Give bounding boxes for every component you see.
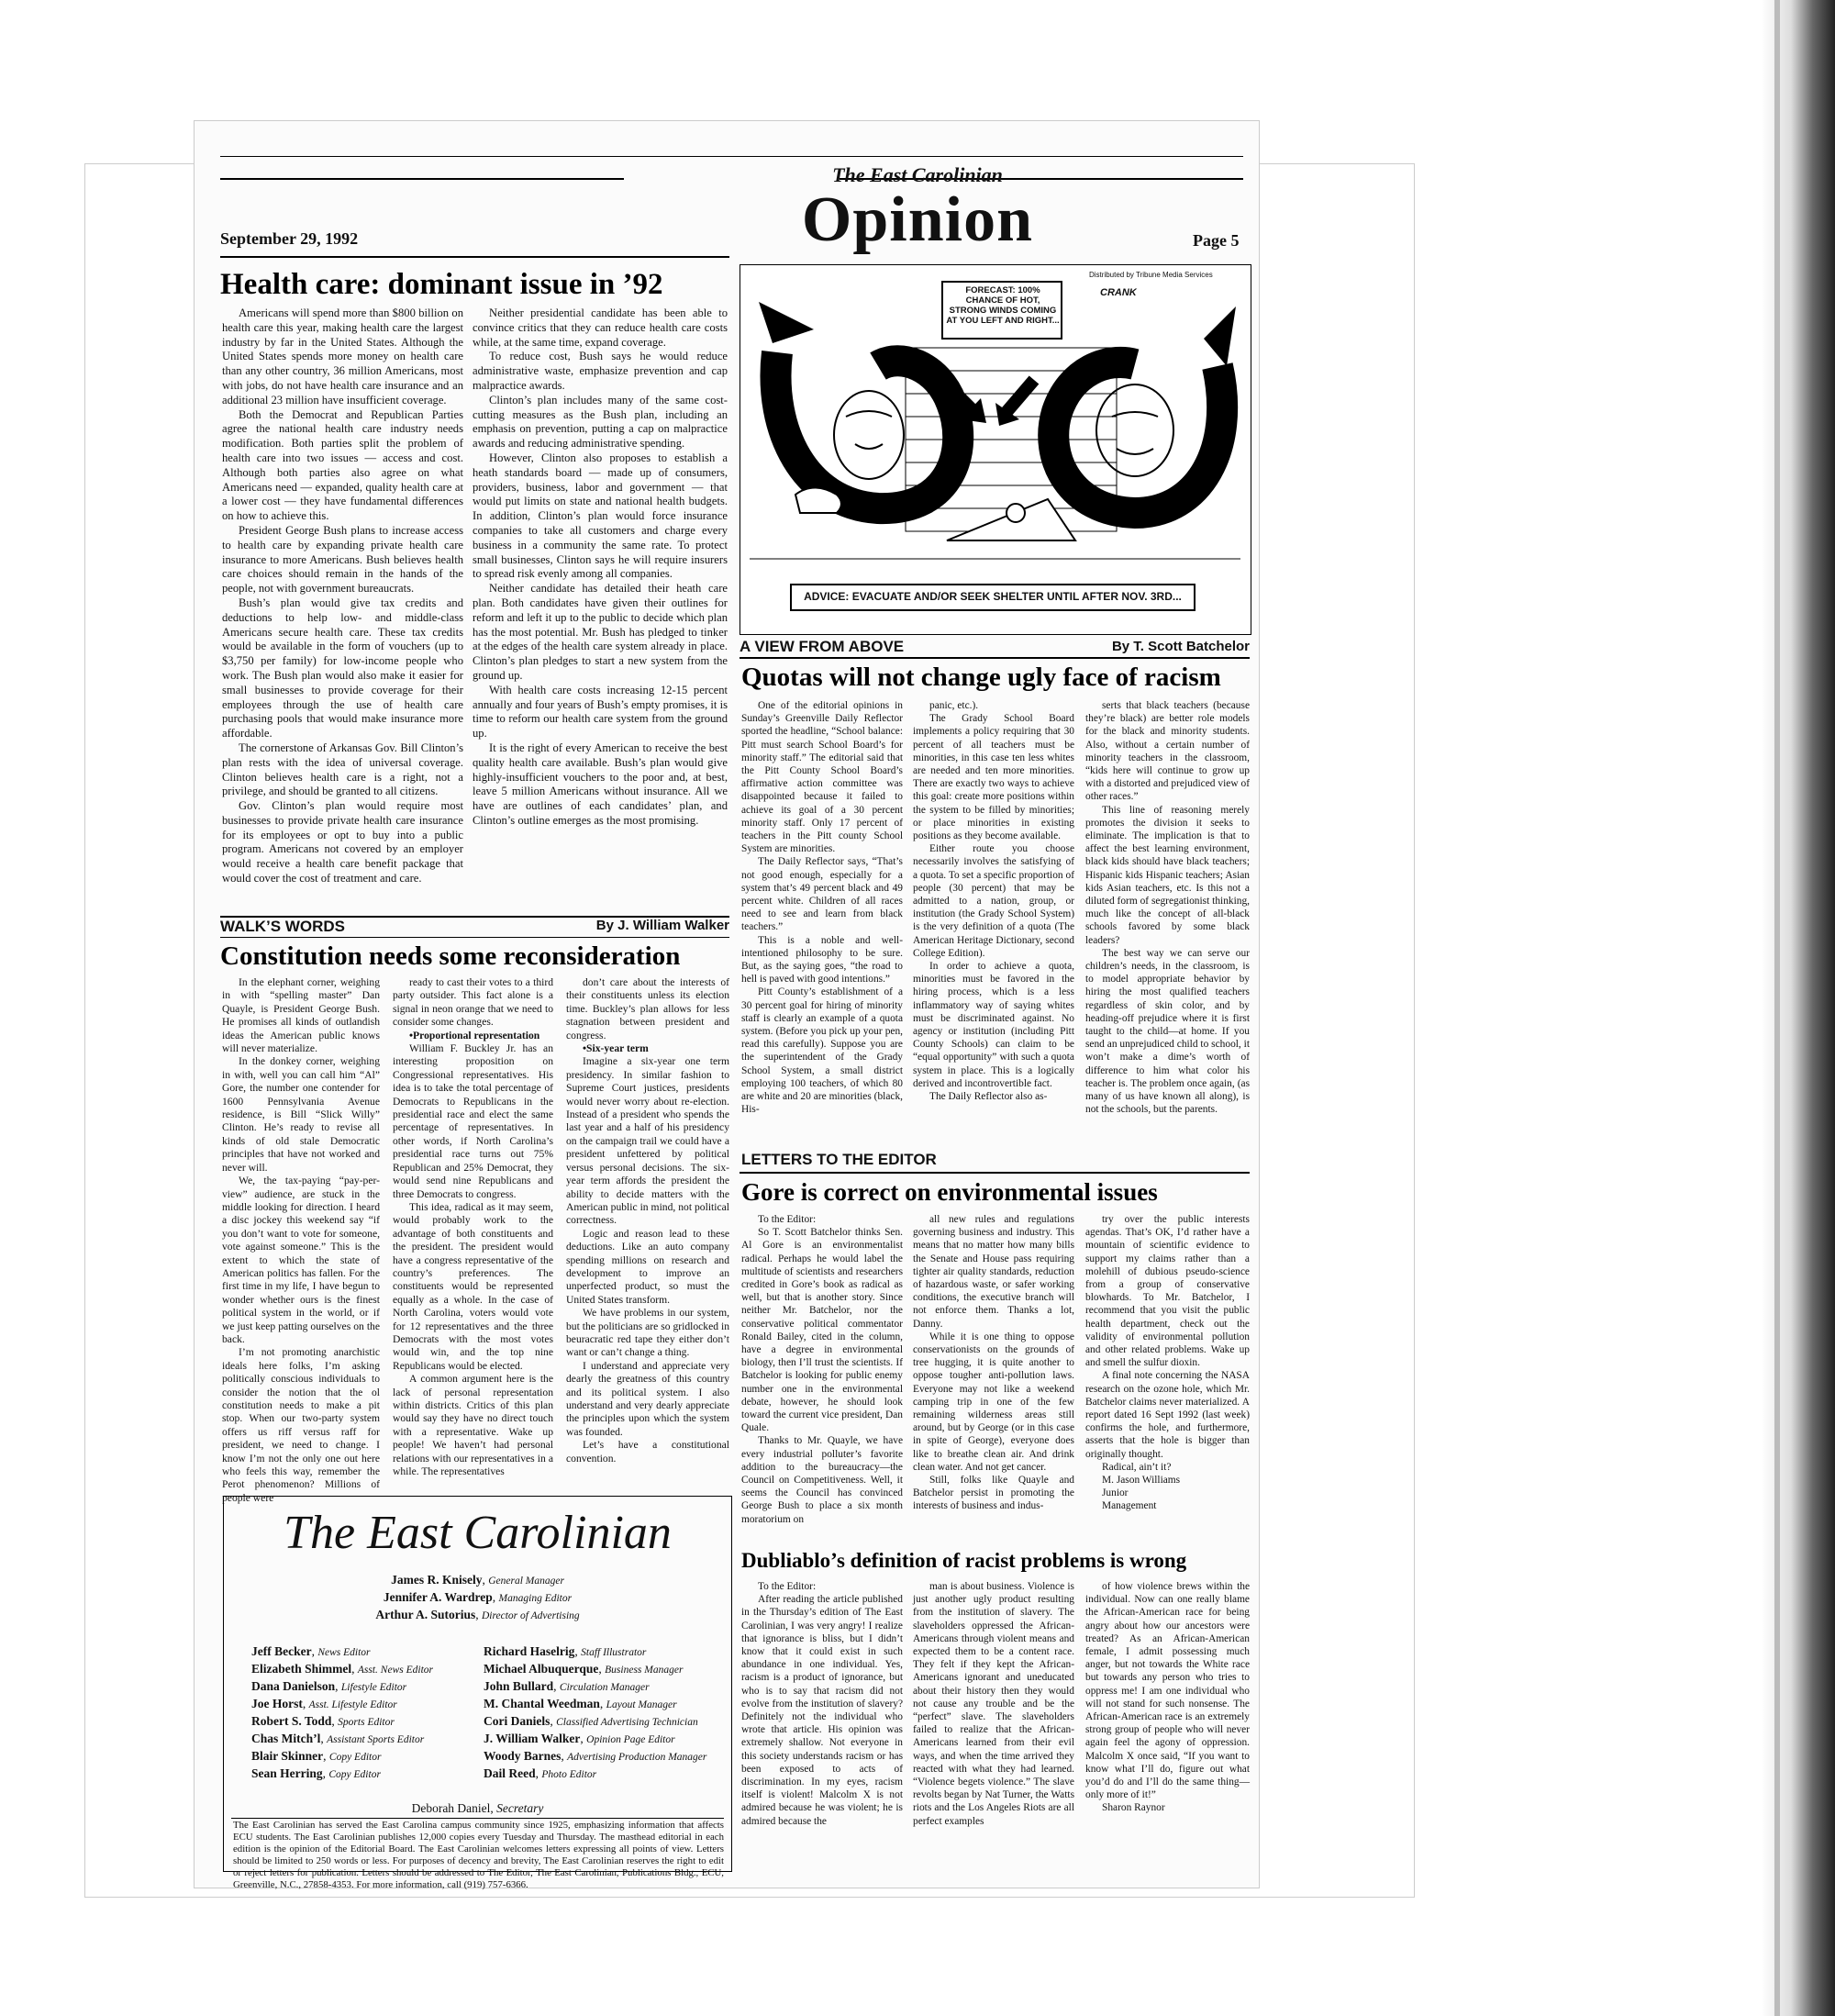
paragraph: Either route you choose necessarily involves the satisfying of a quota. To set a specific proportion of people (30 percent) that may be admitted to a nation, group, or institution (the Grady School System) is the very definition of a quota (The American Heritage Dictionary, second College Edition). [913, 843, 1074, 959]
gore-headline: Gore is correct on environmental issues [741, 1178, 1158, 1206]
advice-text: ADVICE: EVACUATE AND/OR SEEK SHELTER UNTIL AFTER NOV. 3RD... [804, 590, 1182, 603]
paragraph: President George Bush plans to increase access to health care by expanding private health care insurance to more Americans. Bush believes health care choices should remain in the hands of the people, not with government bureaucrats. [222, 523, 463, 596]
gore-col-3 [1085, 1213, 1250, 1542]
gore-col-2 [913, 1213, 1074, 1542]
paragraph: Neither presidential candidate has been able to convince critics that they can reduce health care costs while, at the same time, expand coverage. [473, 306, 728, 349]
paragraph: While it is one thing to oppose conservationists on the grounds of tree hugging, it is quite another to oppose tougher anti-pollution laws. Everyone may not like a weekend camping trip in one of the few remaining wilderness areas still around, but by George (or in this case in spite of George), everyone does like to breathe clean air. And drink clean water. And not get cancer. [913, 1331, 1074, 1473]
racism-col-3 [1085, 1580, 1250, 1855]
paragraph: So T. Scott Batchelor thinks Sen. Al Gore is an environmentalist radical. Perhaps he would label the multitude of scientists and researchers credited in Gore’s book as radical as well, but that is another story. Since neither Mr. Batchelor, nor the conservative political commentator Ronald Bailey, cited in the column, have a degree in environmental biology, then I’ll trust the scientists. If Batchelor is looking for public enemy number one in the environmental debate, however, he should look toward the current vice president, Dan Quale. [741, 1227, 903, 1434]
staff-entry: Dail Reed, Photo Editor [484, 1766, 597, 1780]
paragraph: of how violence brews within the individual. Now can one really blame the African-American race for being angry about how our ancestors were treated? As an African-American female, I admit possessing much anger, but not towards the White race but towards any person who tries to oppress me! I am one individual who will not stand for such nonsense. The African-American race is an extremely strong group of people who will never again feel the agony of oppression. Malcolm X once said, “If you want to know what I’ll do, figure out what you’d do and I’ll do the same thing—only more of it!” [1085, 1581, 1250, 1801]
paragraph: Gov. Clinton’s plan would require most businesses to provide private health care insurance for its employees or opt to buy into a public program. Americans not covered by an employer would receive a health care benefit package that would cover the cost of treatment and care. [222, 799, 463, 885]
staff-entry: Chas Mitch’l, Assistant Sports Editor [251, 1732, 425, 1745]
staff-entry: Michael Albuquerque, Business Manager [484, 1662, 684, 1676]
staff-entry: Blair Skinner, Copy Editor [251, 1749, 382, 1763]
section-title: Opinion [801, 184, 1034, 255]
staff-entry: Richard Haselrig, Staff Illustrator [484, 1644, 647, 1658]
issue-date: September 29, 1992 [220, 229, 359, 248]
paragraph: try over the public interests agendas. That’s OK, I’d rather have a mountain of scientific evidence to support my claims rather than a molehill of dubious pseudo-science from a group of conservative blowhards. To Mr. Batchelor, I recommend that you visit the public health department, check out the validity of environmental pollution and other related problems. Wake up and smell the sulfur dioxin. [1085, 1214, 1250, 1369]
paragraph: panic, etc.). [929, 700, 979, 711]
signature-line: Junior [1102, 1487, 1129, 1499]
paragraph: In order to achieve a quota, minorities must be favored in the hiring process, which is a less inflammatory way of saying whites must be discriminated against. No agency or institution (including Pitt County Schools) can claim to be “equal opportunity” with such a quota system in place. This is a logically derived and incontrovertible fact. [913, 961, 1074, 1089]
quotas-col-3 [1085, 699, 1250, 1149]
paragraph: However, Clinton also proposes to establish a heath standards board — made up of consumers, providers, business, labor and government — that would put limits on state and national health budgets. In addition, Clinton’s plan would force insurance companies to take all customers and charge every business in a community the same rate. To protect small businesses, Clinton says he will require insurers to spread risk evenly among all companies. [473, 451, 728, 581]
gore-col-1 [741, 1213, 903, 1542]
scan-edge-line [1774, 0, 1780, 2016]
header-rule-left [220, 256, 729, 258]
paragraph: We, the tax-paying “pay-per-view” audience, are stuck in the middle looking for direction. I heard a disc jockey this weekend say “if you don’t want to vote for someone, vote against someone.” This is the extent to which the state of American politics has fallen. For the first time in my life, I have begun to wonder whether ours is the finest political system in the world, or if we just keep patting ourselves on the back. [222, 1175, 380, 1345]
paragraph: Both the Democrat and Republican Parties agree the national health care industry needs modification. Both parties split the problem of health care into two issues — access and cost. Although both parties also agree on what Americans need — expanded, quality health care at a lower cost — they have fundamental differences on how to achieve this. [222, 407, 463, 523]
staff-entry: Joe Horst, Asst. Lifestyle Editor [251, 1697, 397, 1710]
walk-col-3 [566, 976, 729, 1490]
racism-headline: Dubliablo’s definition of racist problems is wrong [741, 1549, 1187, 1572]
paragraph: To reduce cost, Bush says he would reduce administrative waste, emphasize prevention and cap malpractice awards. [473, 350, 728, 392]
paragraph: I understand and appreciate very dearly the greatness of this country and its political system. I also understand and very dearly appreciate the principles upon which the system was founded. [566, 1359, 729, 1438]
racism-col-2 [913, 1580, 1074, 1855]
cartoon-byline: By T. Scott Batchelor [1111, 639, 1250, 654]
walk-byline: By J. William Walker [595, 918, 729, 933]
paper-name-small: The East Carolinian [832, 163, 1003, 186]
page-number: Page 5 [1193, 231, 1240, 250]
staff-entry: Cori Daniels, Classified Advertising Technician [484, 1714, 698, 1728]
staff-entry: Dana Danielson, Lifestyle Editor [251, 1679, 407, 1693]
staff-entry: Sean Herring, Copy Editor [251, 1766, 381, 1780]
editorial-cartoon [740, 264, 1251, 635]
paragraph: ready to cast their votes to a third party outsider. This fact alone is a signal in neon orange that we need to consider some changes. [393, 976, 553, 1029]
signature-line: M. Jason Williams [1102, 1475, 1181, 1487]
forecast-text: FORECAST: 100% CHANCE OF HOT, STRONG WINDS COMING AT YOU LEFT AND RIGHT... [946, 285, 1060, 326]
paragraph: After reading the article published in the Thursday’s edition of The East Carolinian, I was very angry! I realize that ignorance is bliss, but I didn’t know that it could exist in such abundance in one individual. Yes, racism is a product of ignorance, but who is to say that racism did not evolve from the institution of slavery? Definitely not the individual who wrote that article. His opinion was extremely shallow. Not everyone in this society understands racism or has been exposed to acts of discrimination. In my eyes, racism itself is violent! Malcolm X is not admired because he was violent; he is admired because the [741, 1594, 903, 1827]
paragraph: One of the editorial opinions in Sunday’s Greenville Daily Reflector sported the headline, “School balance: Pitt must search School Board’s for minority staff.” The editorial said that the Pitt County School Board’s affirmative action committee was disappointed because it failed to achieve its goal of a 30 percent minority staff. Only 17 percent of teachers in the Pitt county School System are minorities. [741, 700, 903, 855]
staff-entry: Elizabeth Shimmel, Asst. News Editor [251, 1662, 433, 1676]
scan-edge [1762, 0, 1835, 2016]
paragraph: Let’s have a constitutional convention. [566, 1439, 729, 1465]
health-col-1 [222, 306, 463, 912]
left-swirl-tip [759, 302, 814, 343]
paragraph: In the donkey corner, weighing in with, well you can call him “Al” Gore, the number one contender for 1600 Pennsylvania Avenue residence, is Bill “Slick Willy” Clinton. He’s ready to revise all kinds of old stale Democratic principles that have not worked and never will. [222, 1055, 380, 1174]
paragraph: The Grady School Board implements a policy requiring that 30 percent of all teachers must be minorities, in this case ten less whites are needed and ten more minorities. There are exactly two ways to achieve this goal: create more positions within the system to be filled by minorities; or place minorities in existing positions as they become available. [913, 713, 1074, 842]
signature-line: Radical, ain’t it? [1102, 1461, 1172, 1473]
paragraph: This line of reasoning merely promotes the division it seeks to eliminate. The implication is that to affect the best learning environment, black kids should have black teachers; Hispanic kids Hispanic teachers; Asian kids Asian teachers, etc. Is this not a diluted form of segregationist thinking, much like the concept of all-black schools favored by some black leaders? [1085, 804, 1250, 946]
staff-right-list [484, 1643, 729, 1783]
staff-entry: Jennifer A. Wardrep, Managing Editor [383, 1590, 573, 1604]
walk-headline: Constitution needs some reconsideration [220, 941, 681, 971]
paragraph: The best way we can serve our children’s needs, in the classroom, is to model appropriate behavior by hiring the most qualified teachers regardless of skin color, and by heading-off prejudice where it is first taught to the child—at home. If you send an unprejudiced child to school, it won’t make a dime’s worth of difference to him what color his teacher is. The problem once again, (as many of us have known all along), is not the schools, but the parents. [1085, 947, 1250, 1116]
paragraph: Imagine a six-year one term presidency. In similar fashion to Supreme Court justices, presidents would never worry about re-election. Instead of a president who spends the last year and a half of his presidency on the campaign trail we could have a president unfettered by political versus personal decisions. The six-year term affords the president the ability to decide matters with the American public in mind, not political correctness. [566, 1055, 729, 1227]
staff-entry: James R. Knisely, General Manager [391, 1573, 564, 1587]
paragraph: Logic and reason lead to these deductions. Like an auto company spending millions on research and development to improve an unperfected product, so must the United States transform. [566, 1227, 729, 1306]
paragraph: A common argument here is the lack of personal representation within districts. Critics of this plan would say they have no direct touch with a representative. Wake up people! We haven’t had personal relations with our representatives in a while. The representatives [393, 1373, 553, 1478]
subhead: •Six-year term [583, 1042, 649, 1055]
paragraph: A final note concerning the NASA research on the ozone hole, which Mr. Batchelor claims never materialized. A report dated 16 Sept 1992 (last week) confirms the hole, and furthermore, asserts that the hole is bigger than originally thought. [1085, 1370, 1250, 1460]
walk-col-1 [222, 976, 380, 1504]
staff-policy-note: The East Carolinian has served the East Carolina campus community since 1925, emphasizing information that affects ECU students. The East Carolinian publishes 12,000 copies every Tuesday and Thursday. The masthead editorial in each edition is the opinion of the Editorial Board. The East Carolinian welcomes letters expressing all points of view. Letters should be limited to 250 words or less. For purposes of decency and brevity, The East Carolinian reserves the right to edit or reject letters for publication. Letters should be addressed to The Editor, The East Carolinian, Publications Bldg., ECU, Greenville, N.C., 27858-4353. For more information, call (919) 757-6366. [233, 1820, 724, 1890]
walk-kicker: WALK’S WORDS [220, 918, 345, 935]
cartoonist-signature: CRANK [1100, 287, 1137, 298]
staff-secretary: Deborah Daniel, Secretary [411, 1801, 544, 1815]
quotas-col-1 [741, 699, 903, 1149]
section-rule-thin [220, 937, 729, 938]
paragraph: The Daily Reflector says, “That’s not good enough, especially for a system that’s 49 percent black and 49 percent white. Children of all races need to see and learn from black teachers.” [741, 856, 903, 933]
staff-entry: John Bullard, Circulation Manager [484, 1679, 650, 1693]
masthead-rule [220, 156, 1243, 157]
staff-entry: J. William Walker, Opinion Page Editor [484, 1732, 675, 1745]
paragraph: serts that black teachers (because they’re black) are better role models for the black and minority students. Also, without a certain number of minority teachers in the classroom, “kids here will continue to grow up with a distorted and prejudiced view of other races.” [1085, 700, 1250, 803]
paragraph: don’t care about the interests of their constituents unless its election time. Buckley’s plan allows for less stagnation between president and congress. [566, 976, 729, 1041]
paragraph: Americans will spend more than $800 billion on health care this year, making health care the largest industry by far in the United States. Although the United States spends more money on health care than any other country, 36 million Americans, most with jobs, do not have health care insurance and an additional 23 million have insufficient coverage. [222, 306, 463, 407]
paragraph: man is about business. Violence is just another ugly product resulting from the institution of slavery. The slaveholders oppressed the African-Americans through violent means and expected them to be a content race. They felt if they kept the African-Americans ignorant and uneducated about their history then they would not cause any trouble and be the “perfect” slave. The slaveholders failed to realize that the African-Americans learned from their evil ways, and when the time arrived they reacted with what they had learned. “Violence begets violence.” The slave revolts began by Nat Turner, the Watts riots and the Los Angeles Riots are all perfect examples [913, 1581, 1074, 1827]
paragraph: It is the right of every American to receive the best quality health care available. Bush’s plan would give highly-insufficient vouchers to the poor and, at best, leave 5 million Americans without insurance. All we have are outlines of each candidates’ plan, and Clinton’s outline emerges as the most promising. [473, 741, 728, 827]
right-arrow [1006, 380, 1034, 412]
staff-left-list [251, 1643, 481, 1783]
paragraph: We have problems in our system, but the politicians are so gridlocked in beuracratic red tape they either don’t want or can’t change a thing. [566, 1307, 729, 1359]
right-swirl-tip [1204, 306, 1236, 366]
cartoon-kicker: A VIEW FROM ABOVE [740, 638, 905, 655]
paragraph: Bush’s plan would give tax credits and deductions to help low- and middle-class Americans secure health care. These tax credits would be available in the form of vouchers (up to $3,750 per family) for low-income people who work. The Bush plan would also make it easier for small businesses to provide coverage for their employees through the use of health care purchasing pools that would make insurance more affordable. [222, 596, 463, 741]
subhead: •Proportional representation [409, 1029, 540, 1041]
health-col-2 [473, 306, 728, 912]
paragraph: To the Editor: [758, 1581, 817, 1592]
staff-entry: Arthur A. Sutorius, Director of Advertising [375, 1608, 580, 1621]
paragraph: I’m not promoting anarchistic ideals here folks, I’m asking politically conscious individuals to consider the notion that the ol constitution needs to make a pit stop. When our two-party system offers us riff versus raff for president, we need to change. I know I’m not the only one out here who feels this way, remember the Perot phenomenon? Millions of people were [222, 1346, 380, 1504]
paragraph: Clinton’s plan includes many of the same cost-cutting measures as the Bush plan, including an emphasis on prevention, putting a cap on malpractice awards and reducing administrative spending. [473, 393, 728, 451]
paragraph: This is a noble and well-intentioned philosophy to be sure. But, as the saying goes, “the road to hell is paved with good intentions.” [741, 934, 903, 986]
paragraph: Pitt County’s establishment of a 30 percent goal for hiring of minority staff is clearly an example of a quota system. (Before you pick up your pen, read this carefully). Suppose you are the superintendent of the Grady School System, a small district employing 100 teachers, of which 80 are white and 20 are minorities (black, His- [741, 986, 903, 1116]
signature-line: Management [1102, 1500, 1157, 1512]
quotas-col-2 [913, 699, 1074, 1149]
staff-paper-title: The East Carolinian [284, 1507, 672, 1559]
walk-col-2 [393, 976, 553, 1490]
paragraph: The Daily Reflector also as- [929, 1091, 1048, 1103]
paragraph: Neither candidate has detailed their heath care plan. Both candidates have given their outlines for reform and left it up to the public to decide which plan has the most potential. Mr. Bush has pledged to tinker at the edges of the health care system already in place. Clinton’s plan pledges to start a new system from the ground up. [473, 582, 728, 682]
letters-kicker: LETTERS TO THE EDITOR [741, 1151, 937, 1168]
paragraph: William F. Buckley Jr. has an interesting proposition on Congressional representatives. His idea is to take the total percentage of Democrats to Republicans in the presidential race and elect the same percentage of representatives. In other words, if North Carolina’s presidential race turns out 75% Republican and 25% Democrat, they would send nine Republicans and three Democrats to congress. [393, 1042, 553, 1200]
paragraph: This idea, radical as it may seem, would probably work to the advantage of both constituents and the president. The president would have a congress representative of the country’s preferences. The constituents would be represented equally as a whole. In the case of North Carolina, voters would vote for 12 representatives and the three Democrats with the most votes would win, and the top nine Republicans would be elected. [393, 1200, 553, 1372]
racism-col-1 [741, 1580, 903, 1855]
paragraph: With health care costs increasing 12-15 percent annually and four years of Bush’s empty promises, it is time to reform our health care system from the ground up. [473, 683, 728, 741]
staff-entry: M. Chantal Weedman, Layout Manager [484, 1697, 677, 1710]
cartoon-credit: Distributed by Tribune Media Services [1089, 271, 1213, 279]
quotas-headline: Quotas will not change ugly face of racism [741, 663, 1221, 692]
staff-entry: Jeff Becker, News Editor [251, 1644, 371, 1658]
staff-entry: Woody Barnes, Advertising Production Manager [484, 1749, 707, 1763]
staff-masthead-box [223, 1496, 732, 1890]
staff-rule [231, 1818, 724, 1819]
signature-line: Sharon Raynor [1102, 1802, 1165, 1814]
paragraph: To the Editor: [758, 1214, 817, 1225]
health-headline: Health care: dominant issue in ’92 [220, 268, 663, 301]
paragraph: Thanks to Mr. Quayle, we have every industrial polluter’s favorite addition to the bureaucracy—the Council on Competitiveness. Well, it seems the Council has convinced George Bush to place a six month moratorium on [741, 1435, 903, 1525]
section-rule [740, 657, 1250, 659]
paragraph: In the elephant corner, weighing in with “spelling master” Dan Quayle, is President George Bush. He promises all kinds of outlandish ideas the American public knows will never materialize. [222, 976, 380, 1055]
staff-top-list [224, 1572, 731, 1624]
paragraph: The cornerstone of Arkansas Gov. Bill Clinton’s plan rests with the idea of universal coverage. Clinton believes health care is a right, not a privilege, and should be granted to all citizens. [222, 741, 463, 798]
paragraph: all new rules and regulations governing business and industry. This means that no matter how many bills the Senate and House pass requiring tighter air quality standards, reduction of hazardous waste, or safer working conditions, the executive branch will not enforce them. Thanks a lot, Danny. [913, 1214, 1074, 1330]
staff-entry: Robert S. Todd, Sports Editor [251, 1714, 395, 1728]
section-rule [740, 1172, 1250, 1174]
paragraph: Still, folks like Quayle and Batchelor persist in promoting the interests of business and indus- [913, 1475, 1074, 1512]
left-face [834, 391, 904, 479]
